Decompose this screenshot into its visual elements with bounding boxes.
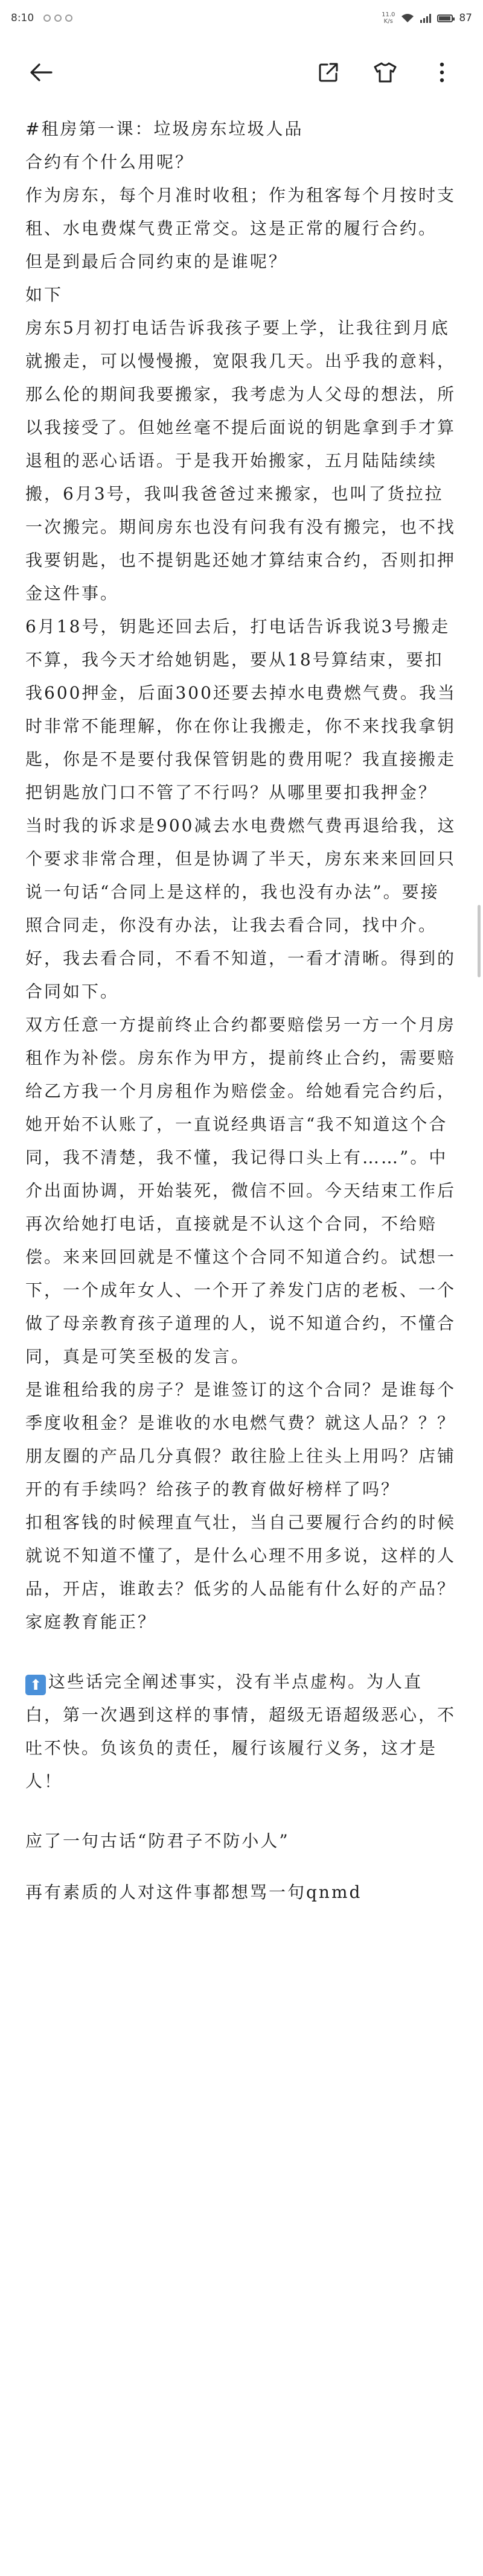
post-paragraph: 如下 bbox=[25, 285, 63, 305]
final-line: 应了一句古话“防君子不防小人” bbox=[25, 1831, 290, 1851]
post-paragraph: 6月18号，钥匙还回去后，打电话告诉我说3号搬走不算，我今天才给她钥匙，要从18号算结束，要扣我600押金，后面300还要去掉水电费燃气费。我当时非常不能理解，你在你让我搬走，你不来找我拿钥匙，你是不是要付我保管钥匙的费用呢？我直接搬走把钥匙放门口不管了不行吗？从哪里要扣我押金？ bbox=[25, 617, 456, 802]
closing-paragraph bbox=[25, 1665, 458, 1798]
notification-icon bbox=[65, 14, 72, 22]
status-time: 8:10 bbox=[11, 12, 34, 24]
post-body bbox=[0, 109, 483, 1909]
status-right bbox=[382, 11, 472, 25]
back-arrow-icon bbox=[29, 63, 53, 82]
post-paragraph: 合约有个什么用呢？ bbox=[25, 152, 194, 172]
status-left bbox=[11, 12, 72, 24]
closing-text: 这些话完全阐述事实，没有半点虚构。为人直白，第一次遇到这样的事情，超级无语超级恶心，不吐不快。负该负的责任，履行该履行义务，这才是人！ bbox=[25, 1672, 456, 1791]
battery-icon bbox=[437, 14, 453, 22]
more-button[interactable] bbox=[425, 56, 459, 89]
post-title: #租房第一课：垃圾房东垃圾人品 bbox=[25, 119, 304, 139]
notification-icon bbox=[43, 14, 51, 22]
status-bar bbox=[0, 0, 483, 36]
post-paragraph: 是谁租给我的房子？是谁签订的这个合同？是谁每个季度收租金？是谁收的水电燃气费？就这人品？？？朋友圈的产品几分真假？敢往脸上往头上用吗？店铺开的有手续吗？给孩子的教育做好榜样了吗？ bbox=[25, 1380, 456, 1499]
shirt-icon bbox=[374, 62, 397, 83]
share-icon bbox=[318, 62, 339, 83]
battery-level: 87 bbox=[459, 12, 472, 24]
wifi-icon bbox=[401, 13, 414, 23]
post-paragraph: 但是到最后合同约束的是谁呢？ bbox=[25, 252, 288, 271]
post-paragraph: 作为房东，每个月准时收租；作为租客每个月按时支租、水电费煤气费正常交。这是正常的履行合约。 bbox=[25, 185, 456, 238]
skin-button[interactable] bbox=[368, 56, 402, 89]
network-rate: 11.0 K/s bbox=[382, 11, 395, 25]
post-paragraph: 扣租客钱的时候理直气壮，当自己要履行合约的时候就说不知道不懂了，是什么心理不用多说，这样的人品，开店，谁敢去？低劣的人品能有什么好的产品？家庭教育能正？ bbox=[25, 1512, 456, 1632]
up-arrow-icon: ⬆ bbox=[25, 1675, 46, 1695]
final-line: 再有素质的人对这件事都想骂一句qnmd bbox=[25, 1882, 362, 1902]
scrollbar[interactable] bbox=[478, 905, 481, 977]
back-button[interactable] bbox=[24, 56, 58, 89]
post-paragraph: 当时我的诉求是900减去水电费燃气费再退给我，这个要求非常合理，但是协调了半天，房东来来回回只说一句话“合同上是这样的，我也没有办法”。要接照合同走，你没有办法，让我去看合同，找中介。好，我去看合同，不看不知道，一看才清晰。得到的合同如下。 bbox=[25, 816, 456, 1001]
share-button[interactable] bbox=[312, 56, 345, 89]
post-paragraph: 双方任意一方提前终止合约都要赔偿另一方一个月房租作为补偿。房东作为甲方，提前终止合约，需要赔给乙方我一个月房租作为赔偿金。给她看完合约后，她开始不认账了，一直说经典语言“我不知道这个合同，我不清楚，我不懂，我记得口头上有……”。中介出面协调，开始装死，微信不回。今天结束工作后再次给她打电话，直接就是不认这个合同，不给赔偿。来来回回就是不懂这个合同不知道合约。试想一下，一个成年女人、一个开了养发门店的老板、一个做了母亲教育孩子道理的人，说不知道合约，不懂合同，真是可笑至极的发言。 bbox=[25, 1015, 456, 1366]
top-toolbar bbox=[0, 36, 483, 109]
notification-icon bbox=[54, 14, 62, 22]
signal-icon bbox=[420, 13, 431, 23]
post-paragraph: 房东5月初打电话告诉我孩子要上学，让我往到月底就搬走，可以慢慢搬，宽限我几天。出乎我的意料，那么伦的期间我要搬家，我考虑为人父母的想法，所以我接受了。但她丝毫不提后面说的钥匙拿到手才算退租的恶心话语。于是我开始搬家，五月陆陆续续搬，6月3号，我叫我爸爸过来搬家，也叫了货拉拉一次搬完。期间房东也没有问我有没有搬完，也不找我要钥匙，也不提钥匙还她才算结束合约，否则扣押金这件事。 bbox=[25, 318, 456, 603]
more-icon bbox=[439, 62, 445, 83]
notification-icons bbox=[43, 14, 72, 22]
